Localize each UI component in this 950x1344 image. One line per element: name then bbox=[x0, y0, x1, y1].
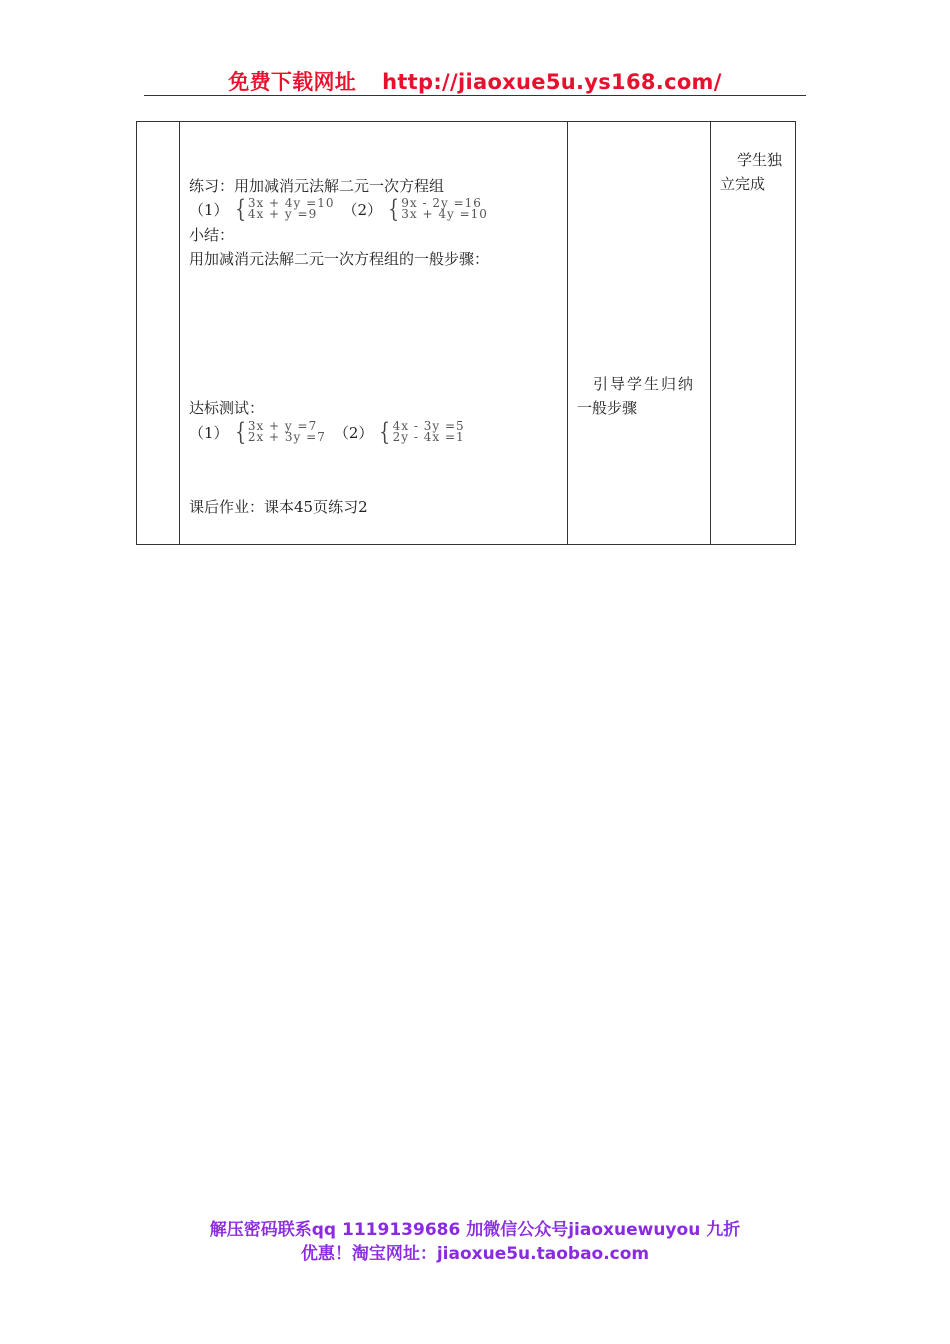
brace-icon: { bbox=[234, 418, 246, 446]
equation-system bbox=[233, 418, 326, 446]
footer-line1: 解压密码联系qq 1119139686 加微信公众号jiaoxuewuyou 九折 bbox=[209, 1220, 741, 1240]
brace-icon: { bbox=[388, 195, 400, 223]
practice-title: 练习：用加减消元法解二元一次方程组 bbox=[189, 177, 445, 195]
column-divider bbox=[710, 122, 711, 544]
teacher-activity-line2: 一般步骤 bbox=[577, 399, 638, 417]
equation: 4x + y =9 bbox=[247, 207, 318, 221]
system-label: （2） bbox=[342, 200, 383, 219]
equation: 2y - 4x =1 bbox=[392, 430, 465, 444]
header-divider bbox=[144, 95, 806, 96]
student-activity-line1: 学生独 bbox=[737, 151, 783, 169]
summary-title: 小结： bbox=[189, 226, 235, 244]
equation: 2x + 3y =7 bbox=[247, 430, 326, 444]
test-systems bbox=[189, 419, 473, 445]
header-url[interactable]: http://jiaoxue5u.ys168.com/ bbox=[382, 70, 722, 94]
column-divider bbox=[179, 122, 180, 544]
equation: 3x + y =7 bbox=[247, 419, 318, 433]
equation: 9x - 2y =16 bbox=[401, 196, 482, 210]
test-title: 达标测试： bbox=[189, 399, 265, 417]
brace-icon: { bbox=[234, 195, 246, 223]
student-activity-line2: 立完成 bbox=[720, 175, 766, 193]
teacher-activity-line1: 引导学生归纳 bbox=[593, 375, 696, 393]
summary-text: 用加减消元法解二元一次方程组的一般步骤： bbox=[189, 250, 490, 268]
header-label: 免费下载网址 bbox=[228, 70, 357, 94]
equation-system bbox=[377, 418, 465, 446]
brace-icon: { bbox=[379, 418, 391, 446]
equation: 3x + 4y =10 bbox=[401, 207, 488, 221]
system-label: （2） bbox=[333, 423, 374, 442]
homework-text: 课后作业：课本45页练习2 bbox=[189, 498, 368, 516]
column-divider bbox=[567, 122, 568, 544]
equation-system bbox=[233, 195, 335, 223]
practice-systems bbox=[189, 196, 496, 222]
equation: 3x + 4y =10 bbox=[247, 196, 335, 210]
system-label: （1） bbox=[189, 423, 229, 442]
equation: 4x - 3y =5 bbox=[392, 419, 465, 433]
footer-line2: 优惠！淘宝网址：jiaoxue5u.taobao.com bbox=[300, 1244, 650, 1264]
system-label: （1） bbox=[189, 200, 229, 219]
lesson-table bbox=[136, 121, 796, 545]
page-header bbox=[0, 66, 950, 96]
equation-system bbox=[386, 195, 488, 223]
